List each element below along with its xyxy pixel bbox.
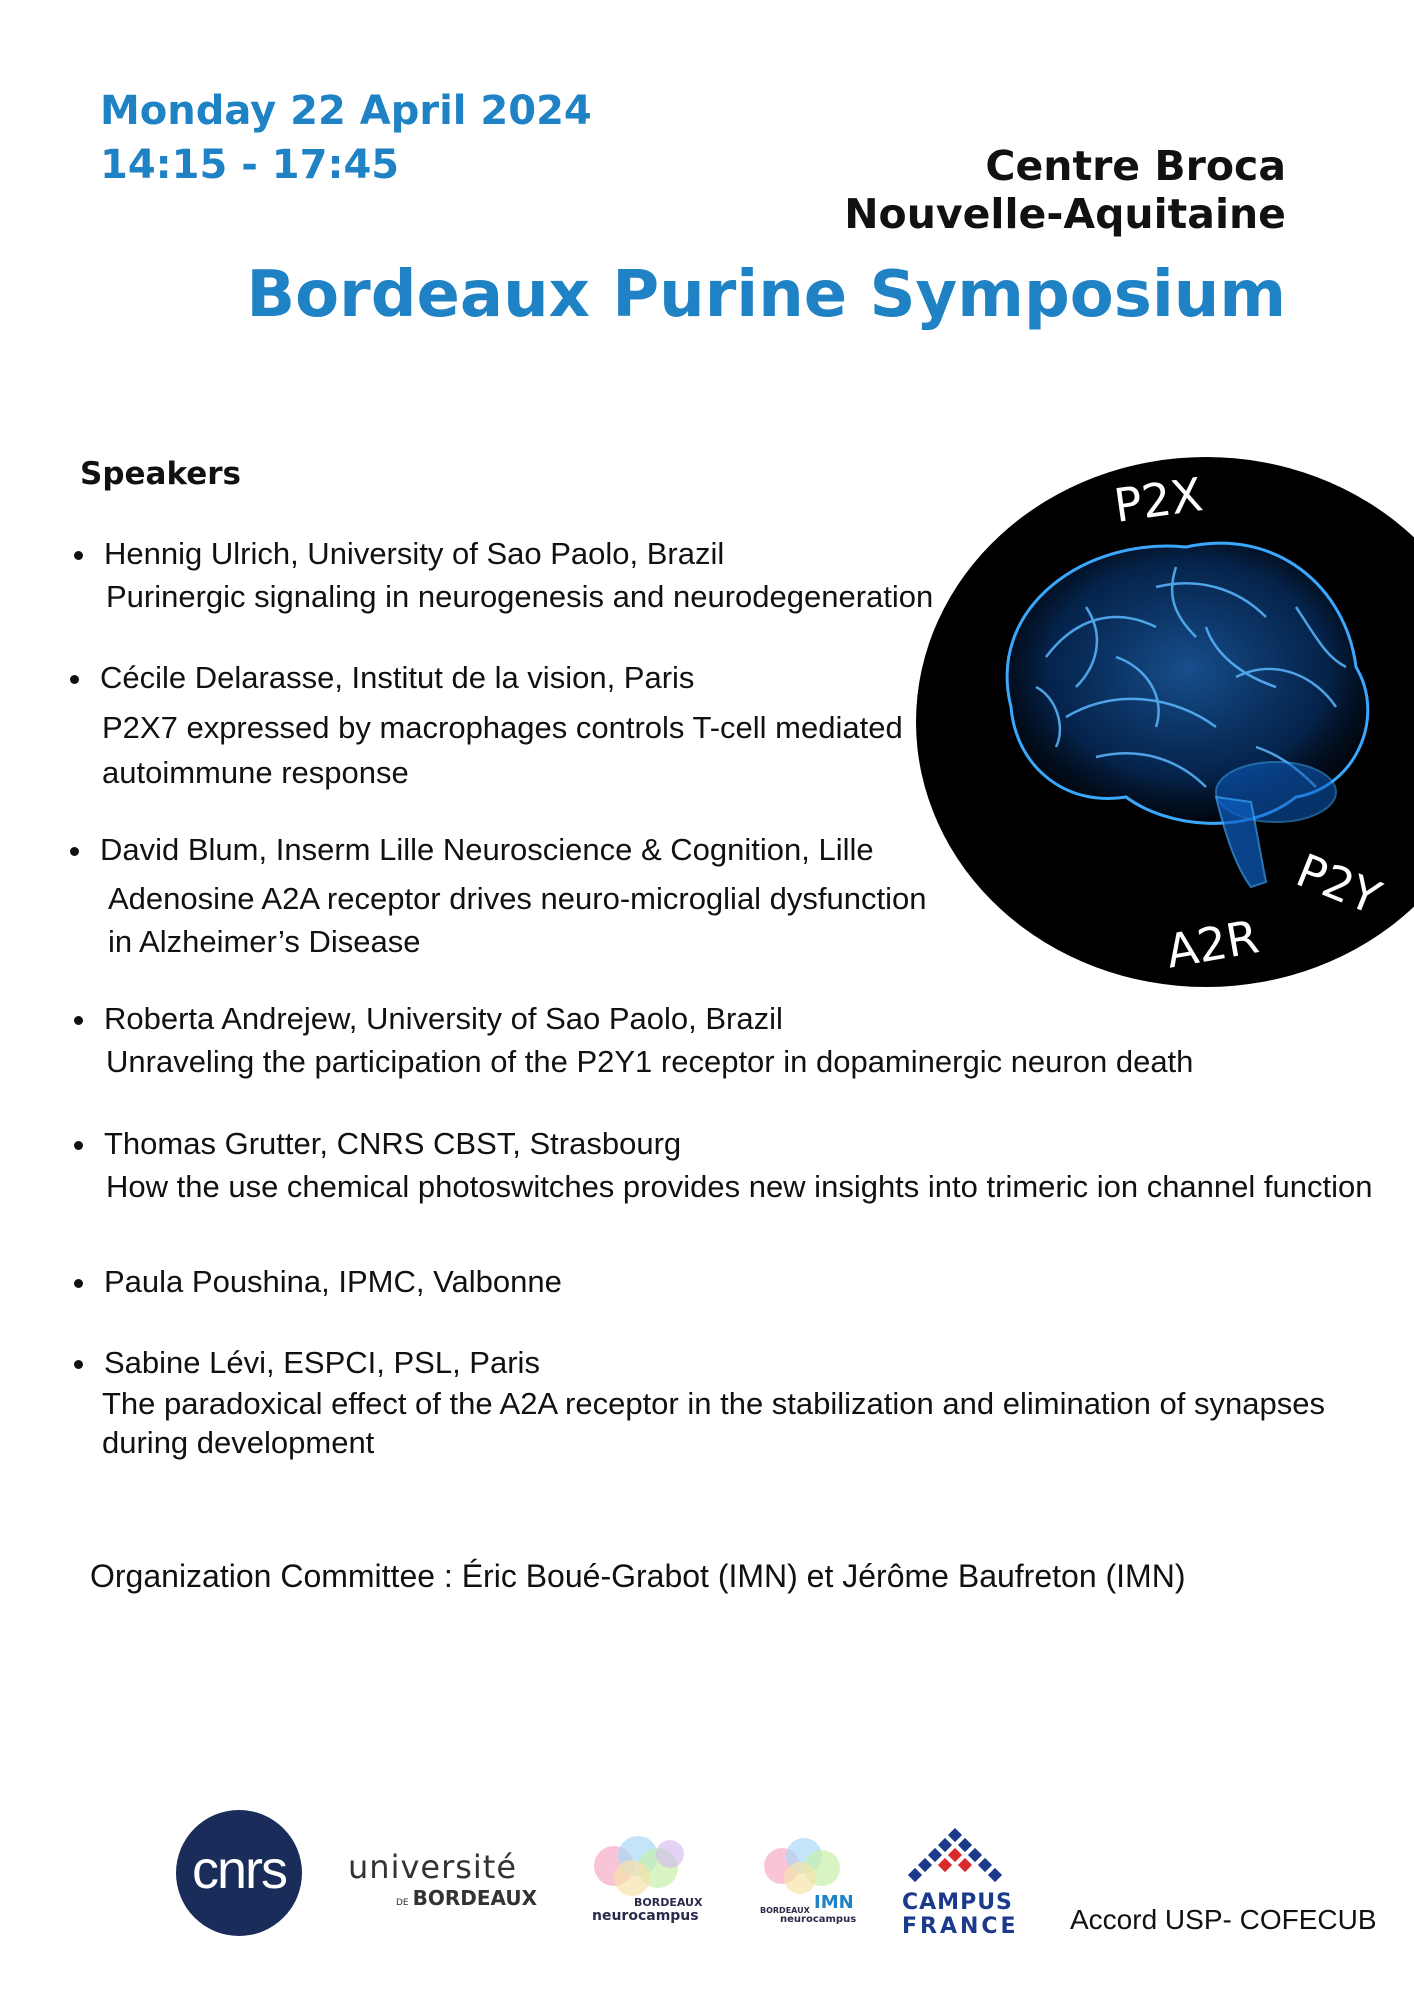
imn-neurocampus-logo bbox=[752, 1830, 872, 1930]
page-title: Bordeaux Purine Symposium bbox=[246, 258, 1286, 332]
talk-line: during development bbox=[102, 1425, 375, 1460]
bordeaux-neurocampus-logo bbox=[580, 1830, 720, 1930]
brain-illustration bbox=[916, 457, 1414, 987]
nc-label-1: BORDEAUX bbox=[634, 1896, 703, 1909]
speakers-heading: Speakers bbox=[80, 456, 242, 492]
campus-label-1: CAMPUS bbox=[902, 1890, 1013, 1915]
talk-line: Unraveling the participation of the P2Y1 receptor in dopaminergic neuron death bbox=[106, 1044, 1194, 1079]
speaker-name: Roberta Andrejew, University of Sao Paolo, Brazil bbox=[74, 997, 1193, 1040]
campus-label-2: FRANCE bbox=[902, 1914, 1019, 1939]
campus-france-diamond-icon bbox=[898, 1828, 1014, 1888]
talk-title bbox=[74, 1384, 1325, 1462]
campus-france-logo bbox=[898, 1828, 1019, 1939]
universite-bordeaux-logo bbox=[348, 1848, 537, 1910]
organization-committee: Organization Committee : Éric Boué-Grabot (IMN) et Jérôme Baufreton (IMN) bbox=[90, 1558, 1186, 1594]
receptor-p2x-label: P2X bbox=[1110, 467, 1206, 533]
talk-line: The paradoxical effect of the A2A receptor in the stabilization and elimination of synapses bbox=[102, 1386, 1325, 1421]
speaker-name: Cécile Delarasse, Institut de la vision, Paris bbox=[70, 656, 903, 699]
speaker-name: David Blum, Inserm Lille Neuroscience & Cognition, Lille bbox=[70, 828, 927, 871]
event-time: 14:15 - 17:45 bbox=[100, 142, 400, 188]
talk-line: in Alzheimer’s Disease bbox=[108, 924, 421, 959]
speaker-item bbox=[74, 1122, 1372, 1208]
speaker-name: Hennig Ulrich, University of Sao Paolo, Brazil bbox=[74, 532, 933, 575]
talk-title bbox=[70, 705, 903, 795]
venue bbox=[844, 142, 1286, 238]
imn-bordeaux-label: BORDEAUX bbox=[760, 1906, 810, 1915]
venue-line2: Nouvelle-Aquitaine bbox=[844, 190, 1286, 238]
accord-label: Accord USP- COFECUB bbox=[1070, 1904, 1377, 1935]
sponsor-logos bbox=[0, 1800, 1414, 1950]
talk-title bbox=[74, 1165, 1372, 1208]
talk-line: P2X7 expressed by macrophages controls T-cell mediated bbox=[102, 710, 903, 745]
receptor-p2y-label: P2Y bbox=[1288, 843, 1389, 925]
speaker-item bbox=[74, 1260, 562, 1303]
ubx-bordeaux: BORDEAUX bbox=[412, 1886, 538, 1910]
speaker-item bbox=[70, 656, 903, 795]
neurocampus-dots-icon bbox=[580, 1830, 720, 1900]
speaker-name: Sabine Lévi, ESPCI, PSL, Paris bbox=[74, 1341, 1325, 1384]
talk-line: autoimmune response bbox=[102, 755, 409, 790]
venue-line1: Centre Broca bbox=[985, 142, 1286, 190]
talk-line: How the use chemical photoswitches provides new insights into trimeric ion channel function bbox=[106, 1169, 1373, 1204]
talk-line: Adenosine A2A receptor drives neuro-microglial dysfunction bbox=[108, 881, 927, 916]
ubx-line1: université bbox=[348, 1848, 518, 1886]
nc-label-2: neurocampus bbox=[592, 1908, 699, 1924]
speaker-name: Thomas Grutter, CNRS CBST, Strasbourg bbox=[74, 1122, 1372, 1165]
talk-title bbox=[70, 877, 927, 963]
event-date: Monday 22 April 2024 bbox=[100, 88, 592, 134]
event-date-time bbox=[100, 84, 592, 192]
imn-dots-icon bbox=[752, 1830, 872, 1900]
ubx-de: DE bbox=[396, 1898, 409, 1908]
speaker-item bbox=[74, 997, 1193, 1083]
receptor-a2r-label: A2R bbox=[1162, 909, 1263, 979]
imn-label: IMN bbox=[814, 1892, 854, 1913]
speaker-item bbox=[74, 532, 933, 618]
talk-title bbox=[74, 1040, 1193, 1083]
speaker-item bbox=[70, 828, 927, 963]
cnrs-logo: cnrs bbox=[176, 1810, 302, 1936]
ubx-line2 bbox=[396, 1886, 537, 1910]
speaker-item bbox=[74, 1341, 1325, 1462]
imn-sub-label: neurocampus bbox=[780, 1914, 857, 1925]
talk-title bbox=[74, 575, 933, 618]
speaker-name: Paula Poushina, IPMC, Valbonne bbox=[74, 1260, 562, 1303]
talk-line: Purinergic signaling in neurogenesis and neurodegeneration bbox=[106, 579, 934, 614]
